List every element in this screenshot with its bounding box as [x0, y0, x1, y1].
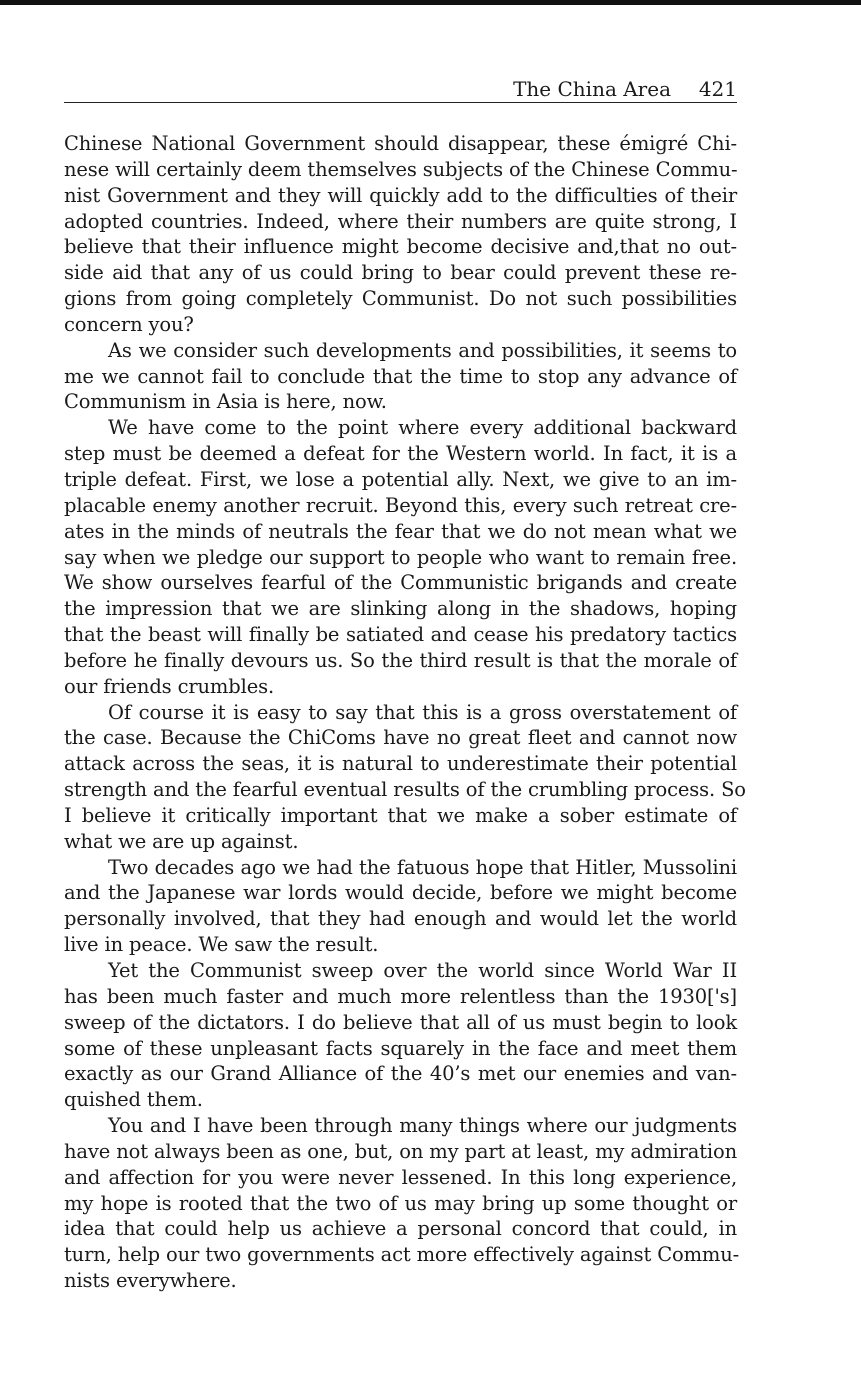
text-line: quished them. — [64, 1088, 203, 1112]
text-line: Chinese National Government should disappear, these émigré Chi- — [64, 132, 737, 155]
text-line: nists everywhere. — [64, 1269, 237, 1293]
text-line: the case. Because the ChiComs have no great fleet and cannot now — [64, 726, 737, 750]
text-line: live in peace. We saw the result. — [64, 933, 379, 957]
running-title: The China Area — [513, 77, 671, 101]
scan-top-edge — [0, 0, 861, 5]
text-line: sweep of the dictators. I do believe that all of us must begin to look — [64, 1010, 737, 1034]
text-line: exactly as our Grand Alliance of the 40’s met our enemies and van- — [64, 1062, 737, 1086]
text-line: what we are up against. — [64, 829, 299, 853]
text-line: We show ourselves fearful of the Communistic brigands and create — [64, 571, 737, 595]
page-number: 421 — [698, 77, 737, 101]
text-line: ates in the minds of neutrals the fear that we do not mean what we — [64, 519, 737, 543]
text-line: As we consider such developments and possibilities, it seems to — [108, 338, 737, 362]
text-line: say when we pledge our support to people who want to remain free. — [64, 545, 737, 569]
text-line: step must be deemed a defeat for the Western world. In fact, it is a — [64, 442, 737, 466]
running-header — [64, 76, 737, 102]
text-line: idea that could help us achieve a personal concord that could, in — [64, 1217, 737, 1241]
text-line: nese will certainly deem themselves subjects of the Chinese Commu- — [64, 157, 738, 181]
text-line: believe that their influence might become decisive and,that no out- — [64, 235, 737, 259]
text-line: has been much faster and much more relentless than the 1930['s] — [64, 984, 737, 1008]
text-line: and the Japanese war lords would decide, before we might become — [64, 881, 737, 905]
text-line: personally involved, that they had enough and would let the world — [64, 907, 737, 931]
text-line: placable enemy another recruit. Beyond this, every such retreat cre- — [64, 493, 737, 517]
text-line: gions from going completely Communist. Do not such possibilities — [64, 287, 737, 311]
text-line: some of these unpleasant facts squarely in the face and meet them — [64, 1036, 737, 1060]
text-line: turn, help our two governments act more effectively against Commu- — [64, 1243, 740, 1267]
text-line: my hope is rooted that the two of us may bring up some thought or — [64, 1191, 737, 1215]
text-line: Yet the Communist sweep over the world since World War II — [108, 959, 737, 982]
text-line: Two decades ago we had the fatuous hope that Hitler, Mussolini — [108, 855, 737, 879]
text-line: have not always been as one, but, on my part at least, my admiration — [64, 1139, 737, 1163]
text-line: triple defeat. First, we lose a potential ally. Next, we give to an im- — [64, 467, 737, 491]
text-line: concern you? — [64, 312, 194, 336]
text-line: We have come to the point where every additional backward — [108, 416, 737, 440]
text-line: nist Government and they will quickly add to the difficulties of their — [64, 183, 737, 207]
text-line: strength and the fearful eventual results of the crumbling process. So — [64, 778, 746, 802]
text-line: attack across the seas, it is natural to underestimate their potential — [64, 752, 737, 776]
text-line: that the beast will finally be satiated and cease his predatory tactics — [64, 623, 737, 647]
header-rule — [64, 102, 737, 103]
text-line: I believe it critically important that we make a sober estimate of — [64, 803, 737, 827]
text-line: You and I have been through many things where our judgments — [108, 1114, 737, 1138]
body-text — [64, 131, 746, 1294]
text-line: me we cannot fail to conclude that the time to stop any advance of — [64, 364, 737, 388]
text-line: Of course it is easy to say that this is a gross overstatement of — [108, 700, 737, 724]
text-line: before he finally devours us. So the third result is that the morale of — [64, 648, 737, 672]
text-line: adopted countries. Indeed, where their numbers are quite strong, I — [64, 209, 737, 233]
text-line: our friends crumbles. — [64, 674, 274, 698]
text-line: the impression that we are slinking along in the shadows, hoping — [64, 597, 737, 621]
text-line: Communism in Asia is here, now. — [64, 390, 387, 414]
text-line: side aid that any of us could bring to bear could prevent these re- — [64, 261, 737, 285]
text-line: and affection for you were never lessened. In this long experience, — [64, 1165, 737, 1189]
